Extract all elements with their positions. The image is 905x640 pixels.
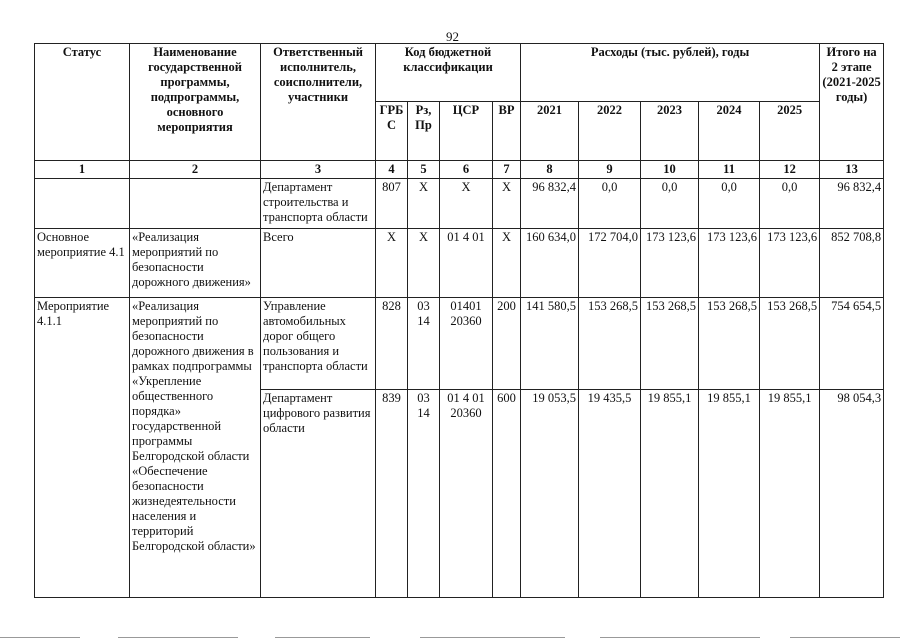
- amount-2021-cell: 141 580,5: [521, 298, 579, 390]
- amount-2024-cell: 153 268,5: [699, 298, 760, 390]
- name-cell: «Реализация мероприятий по безопасности дорожного движения»: [130, 229, 261, 298]
- name-cell: «Реализация мероприятий по безопасности дорожного движения в рамках подпрограммы «Укрепление общественного порядка» государственной программы Белгородской области «Обеспечение безопасности жизнедеятельности населения и территорий Белгородской области»: [130, 298, 261, 598]
- vr-cell: Х: [493, 179, 521, 229]
- grbs-cell: 828: [376, 298, 408, 390]
- column-number: 1: [35, 161, 130, 179]
- header-name: Наименование государственной программы, подпрограммы, основного мероприятия: [130, 44, 261, 161]
- rz-pr-cell: 03 14: [408, 298, 440, 390]
- header-budget-code: Код бюджетной классификации: [376, 44, 521, 102]
- column-number: 9: [579, 161, 641, 179]
- amount-2025-cell: 153 268,5: [760, 298, 820, 390]
- header-vr: ВР: [493, 102, 521, 161]
- grbs-cell: 839: [376, 390, 408, 598]
- responsible-cell: Управление автомобильных дорог общего пользования и транспорта области: [261, 298, 376, 390]
- column-number: 2: [130, 161, 261, 179]
- total-cell: 96 832,4: [820, 179, 884, 229]
- csr-cell: Х: [440, 179, 493, 229]
- rz-pr-cell: 03 14: [408, 390, 440, 598]
- header-2021: 2021: [521, 102, 579, 161]
- table-row: [35, 298, 884, 390]
- amount-2025-cell: 19 855,1: [760, 390, 820, 598]
- csr-cell: 01401 20360: [440, 298, 493, 390]
- amount-2022-cell: 0,0: [579, 179, 641, 229]
- table-row: [35, 229, 884, 298]
- amount-2022-cell: 153 268,5: [579, 298, 641, 390]
- column-number: 6: [440, 161, 493, 179]
- header-rz-pr: Рз, Пр: [408, 102, 440, 161]
- amount-2023-cell: 0,0: [641, 179, 699, 229]
- table-row: [35, 179, 884, 229]
- status-cell: [35, 179, 130, 229]
- status-cell: Основное мероприятие 4.1: [35, 229, 130, 298]
- column-number: 4: [376, 161, 408, 179]
- csr-cell: 01 4 01 20360: [440, 390, 493, 598]
- header-status: Статус: [35, 44, 130, 161]
- rz-pr-cell: Х: [408, 229, 440, 298]
- header-row-1: [35, 44, 884, 102]
- amount-2023-cell: 173 123,6: [641, 229, 699, 298]
- amount-2021-cell: 19 053,5: [521, 390, 579, 598]
- total-cell: 852 708,8: [820, 229, 884, 298]
- scan-edge-line: [118, 637, 238, 638]
- amount-2023-cell: 153 268,5: [641, 298, 699, 390]
- budget-table: [34, 43, 884, 598]
- name-cell: [130, 179, 261, 229]
- header-2024: 2024: [699, 102, 760, 161]
- header-responsible: Ответственный исполнитель, соисполнители, участники: [261, 44, 376, 161]
- column-number: 11: [699, 161, 760, 179]
- column-number: 8: [521, 161, 579, 179]
- amount-2023-cell: 19 855,1: [641, 390, 699, 598]
- rz-pr-cell: Х: [408, 179, 440, 229]
- column-number: 7: [493, 161, 521, 179]
- column-number: 5: [408, 161, 440, 179]
- grbs-cell: 807: [376, 179, 408, 229]
- column-number: 12: [760, 161, 820, 179]
- amount-2024-cell: 173 123,6: [699, 229, 760, 298]
- header-2025: 2025: [760, 102, 820, 161]
- vr-cell: Х: [493, 229, 521, 298]
- amount-2025-cell: 0,0: [760, 179, 820, 229]
- scan-edge-line: [275, 637, 370, 638]
- header-csr: ЦСР: [440, 102, 493, 161]
- amount-2021-cell: 96 832,4: [521, 179, 579, 229]
- status-cell: Мероприятие 4.1.1: [35, 298, 130, 598]
- amount-2024-cell: 0,0: [699, 179, 760, 229]
- vr-cell: 600: [493, 390, 521, 598]
- amount-2021-cell: 160 634,0: [521, 229, 579, 298]
- header-2022: 2022: [579, 102, 641, 161]
- amount-2025-cell: 173 123,6: [760, 229, 820, 298]
- header-expenses: Расходы (тыс. рублей), годы: [521, 44, 820, 102]
- scan-edge-line: [790, 637, 900, 638]
- csr-cell: 01 4 01: [440, 229, 493, 298]
- column-number-row: [35, 161, 884, 179]
- page-number: 92: [446, 29, 459, 44]
- amount-2024-cell: 19 855,1: [699, 390, 760, 598]
- grbs-cell: Х: [376, 229, 408, 298]
- header-total: Итого на 2 этапе (2021-2025 годы): [820, 44, 884, 161]
- amount-2022-cell: 19 435,5: [579, 390, 641, 598]
- column-number: 3: [261, 161, 376, 179]
- column-number: 13: [820, 161, 884, 179]
- responsible-cell: Всего: [261, 229, 376, 298]
- header-grbs: ГРБ С: [376, 102, 408, 161]
- header-2023: 2023: [641, 102, 699, 161]
- scan-edge-line: [0, 637, 80, 638]
- total-cell: 754 654,5: [820, 298, 884, 390]
- vr-cell: 200: [493, 298, 521, 390]
- amount-2022-cell: 172 704,0: [579, 229, 641, 298]
- responsible-cell: Департамент строительства и транспорта области: [261, 179, 376, 229]
- column-number: 10: [641, 161, 699, 179]
- scan-edge-line: [600, 637, 760, 638]
- total-cell: 98 054,3: [820, 390, 884, 598]
- scan-edge-line: [420, 637, 565, 638]
- responsible-cell: Департамент цифрового развития области: [261, 390, 376, 598]
